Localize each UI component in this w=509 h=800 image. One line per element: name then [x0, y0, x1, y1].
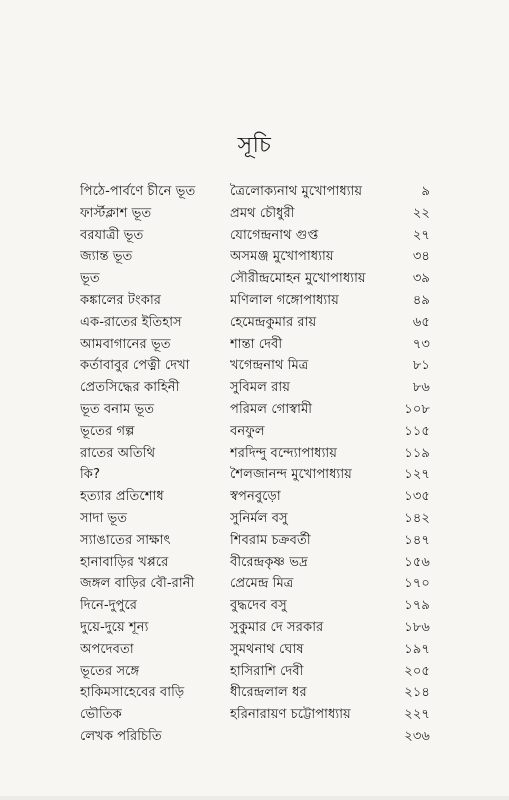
page-number: ১১৯	[404, 445, 430, 461]
author-name: স্বপনবুড়ো	[230, 489, 281, 505]
toc-row	[80, 225, 430, 247]
toc-row	[80, 464, 430, 486]
author-name: মণিলাল গঙ্গোপাধ্যায়	[230, 292, 339, 308]
toc-row	[80, 552, 430, 574]
toc-row	[80, 704, 430, 726]
story-title: অপদেবতা	[80, 641, 134, 657]
page-edge	[0, 796, 509, 800]
page-number: ৭৩	[412, 336, 430, 352]
page-number: ২০৫	[404, 663, 430, 679]
author-name: প্রেমেন্দ্র মিত্র	[230, 576, 294, 592]
toc-row	[80, 530, 430, 552]
toc-row	[80, 573, 430, 595]
author-name: পরিমল গোস্বামী	[230, 401, 313, 417]
story-title: এক-রাতের ইতিহাস	[80, 314, 182, 330]
page-number: ২৭	[412, 227, 430, 243]
toc-row	[80, 639, 430, 661]
page-number: ৬৫	[412, 314, 430, 330]
toc-row	[80, 268, 430, 290]
page-number: ১২৭	[404, 467, 430, 483]
author-name: সুনির্মল বসু	[230, 510, 288, 526]
toc-row	[80, 203, 430, 225]
story-title: কঙ্কালের টংকার	[80, 292, 162, 308]
story-title: দুয়ে-দুয়ে শূন্য	[80, 619, 149, 635]
page-number: ৩৯	[412, 271, 430, 287]
page-number: ১৮৬	[404, 619, 430, 635]
story-title: ভূতের গল্প	[80, 423, 135, 439]
author-name: শিবরাম চক্রবর্তী	[230, 532, 311, 548]
toc-row	[80, 334, 430, 356]
toc-row	[80, 421, 430, 443]
toc-row	[80, 661, 430, 683]
author-name: সৌরীন্দ্রমোহন মুখোপাধ্যায়	[230, 271, 366, 287]
page-title: সূচি	[237, 133, 272, 158]
page-number: ৮১	[412, 358, 430, 374]
toc-row	[80, 617, 430, 639]
page-number: ১৯৭	[404, 641, 430, 657]
author-name: বুদ্ধদেব বসু	[230, 598, 287, 614]
story-title: পিঠে-পার্বণে চীনে ভূত	[80, 184, 196, 199]
author-name: হেমেন্দ্রকুমার রায়	[230, 314, 317, 330]
author-name: সুমথনাথ ঘোষ	[230, 641, 304, 657]
story-title: ভূত বনাম ভূত	[80, 401, 155, 417]
toc-row	[80, 312, 430, 334]
story-title: ভূত	[80, 271, 100, 287]
story-title: কর্তাবাবুর পেত্নী দেখা	[80, 358, 190, 374]
page-number: ১১৫	[404, 423, 430, 439]
page-number: ২৩৬	[404, 728, 430, 744]
toc-row	[80, 246, 430, 268]
toc-row	[80, 508, 430, 530]
author-name: অসমঞ্জ মুখোপাধ্যায়	[230, 249, 334, 265]
page-number: ৯	[421, 184, 430, 199]
story-title: আমবাগানের ভূত	[80, 336, 171, 352]
author-name: শান্তা দেবী	[230, 336, 283, 352]
author-name: ধীরেন্দ্রলাল ধর	[230, 685, 307, 701]
story-title: জ্যান্ত ভূত	[80, 249, 133, 265]
page-number: ১৭০	[404, 576, 430, 592]
toc-row	[80, 682, 430, 704]
page-number: ১০৮	[404, 401, 430, 417]
author-name: সুবিমল রায়	[230, 380, 291, 396]
author-name: খগেন্দ্রনাথ মিত্র	[230, 358, 309, 374]
page-number: ২১৪	[404, 685, 430, 701]
page-number: ১৪৭	[404, 532, 430, 548]
toc-row	[80, 595, 430, 617]
author-name: শৈলজানন্দ মুখোপাধ্যায়	[230, 467, 352, 483]
toc-row	[80, 377, 430, 399]
author-name: সুকুমার দে সরকার	[230, 619, 324, 635]
page-number: ২২	[412, 205, 430, 221]
page-number: ৩৪	[412, 249, 430, 265]
page-number: ২২৭	[404, 707, 430, 723]
toc-row	[80, 290, 430, 312]
author-name: হরিনারায়ণ চট্টোপাধ্যায়	[230, 707, 351, 723]
toc-row	[80, 355, 430, 377]
story-title: কি?	[80, 467, 100, 483]
table-of-contents	[80, 181, 430, 748]
author-name: বীরেন্দ্রকৃষ্ণ ভদ্র	[230, 554, 308, 570]
story-title: বরযাত্রী ভূত	[80, 227, 144, 243]
page-number: ১৩৫	[404, 489, 430, 505]
story-title: জঙ্গল বাড়ির বৌ-রানী	[80, 576, 195, 592]
author-name: হাসিরাশি দেবী	[230, 663, 304, 679]
author-name: প্রমথ চৌধুরী	[230, 205, 295, 221]
story-title: রাতের অতিথি	[80, 445, 156, 461]
author-name: যোগেন্দ্রনাথ গুপ্ত	[230, 227, 319, 243]
page-number: ১৫৬	[404, 554, 430, 570]
author-name: ত্রৈলোক্যনাথ মুখোপাধ্যায়	[230, 184, 363, 199]
story-title: প্রেতসিদ্ধের কাহিনী	[80, 380, 180, 396]
story-title: ফার্স্টক্লাশ ভূত	[80, 205, 152, 221]
story-title: ভৌতিক	[80, 707, 122, 723]
story-title: দিনে-দুপুরে	[80, 598, 138, 614]
story-title: হত্যার প্রতিশোধ	[80, 489, 164, 505]
author-name: বনফুল	[230, 423, 265, 439]
toc-row	[80, 443, 430, 465]
page-number: ১৭৯	[404, 598, 430, 614]
story-title: হাকিমসাহেবের বাড়ি	[80, 685, 185, 701]
toc-row	[80, 181, 430, 203]
story-title: স্যাঙাতের সাক্ষাৎ	[80, 532, 171, 548]
story-title: লেখক পরিচিতি	[80, 728, 162, 744]
page-number: ৪৯	[412, 292, 430, 308]
toc-row	[80, 399, 430, 421]
story-title: হানাবাড়ির খপ্পরে	[80, 554, 169, 570]
page-number: ১৪২	[404, 510, 430, 526]
page-number: ৮৬	[412, 380, 430, 396]
author-name: শরদিন্দু বন্দ্যোপাধ্যায়	[230, 445, 337, 461]
story-title: সাদা ভূত	[80, 510, 128, 526]
toc-row	[80, 486, 430, 508]
toc-row	[80, 726, 430, 748]
story-title: ভূতের সঙ্গে	[80, 663, 140, 679]
